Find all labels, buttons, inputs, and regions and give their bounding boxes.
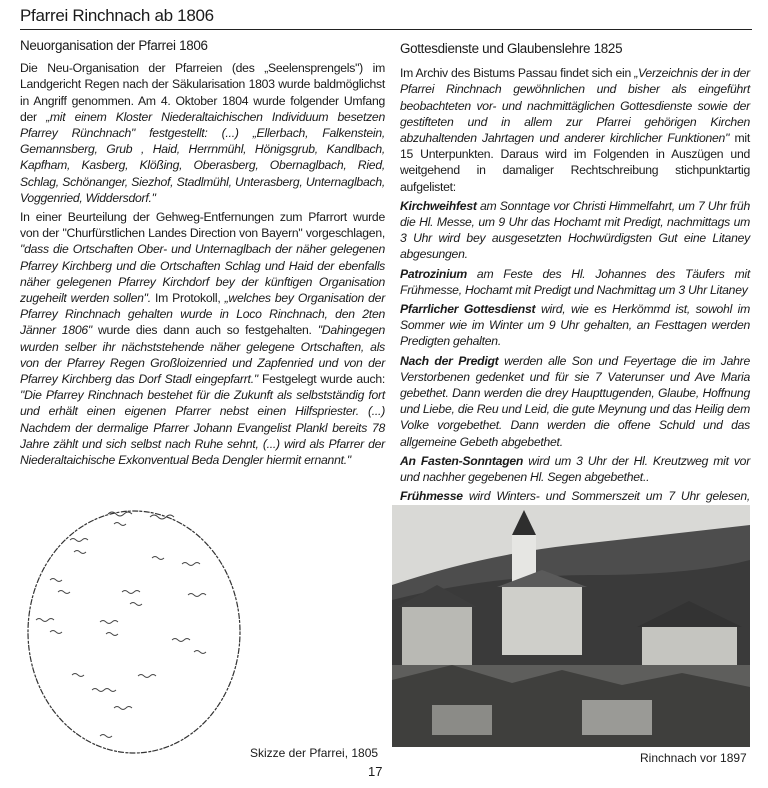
village-photo (392, 505, 750, 747)
left-paragraph-1: Die Neu-Organisation der Pfarreien (des „Seelensprengels") im Landgericht Regen nach der Säkularisation 1803 wurde baldmöglichst in Angriff genommen. Am 4. Oktober 1804 wurde folgender Umfang der „mit einem Kloster Niederaltaichischen Individuum besetzen Pfarrey Rünchnach" festgestellt: (...) „Ellerbach, Falkenstein, Gemannsberg, Grub , Haid, Herrnmühl, Hönigsgrub, Kandlbach, Kapfham, Kasberg, Klößing, Oberasberg, Obernaglbach, Ried, Schlag, Schönanger, Siezhof, Stadlmühl, Unterasberg, Unternaglbach, Voggenried, Widdersdorf." (20, 61, 385, 205)
right-heading: Gottesdienste und Glaubenslehre 1825 (400, 41, 623, 56)
church-nave (502, 585, 582, 655)
service-item: Patrozinium am Feste des Hl. Johannes des Täufers mit Frühmesse, Hochamt mit Predigt und Nachmittag um 3 Uhr Litaney (400, 266, 750, 297)
left-column (20, 38, 385, 471)
service-item: Kirchweihfest am Sonntage vor Christi Himmelfahrt, um 7 Uhr früh die Hl. Messe, um 9 Uhr das Hochamt mit Predigt, nachmittags um 3 Uhr wird bey ausgesetzten Hochwürdigsten Gut eine Litaney abgesungen. (400, 198, 750, 262)
service-item: Pfarrlicher Gottesdienst wird, wie es Herkömmd ist, sowohl im Sommer wie im Winter um 9 Uhr gehalten, an Festtagen werden Predigten gehalten. (400, 302, 750, 349)
sketch-boundary-circle (28, 511, 240, 753)
service-item: Frühmesse wird Winters- und Sommerszeit um 7 Uhr gelesen, (400, 489, 750, 504)
service-item: Nach der Predigt werden alle Son und Feyertage die im Jahre Verstorbenen gedenket und für sie 7 Vaterunser und Ave Maria gebethet. Dann werden die drey Haupttugenden, Glaube, Hoffnung und Liebe, die Reu und Leid, die gute Meynung und das Heilig dem Volke vorgebethet. Dann werden die offene Schuld und das allgemeine Gebeth abgebethet. (400, 353, 750, 449)
left-paragraph-2: In einer Beurteilung der Gehweg-Entfernungen zum Pfarrort wurde von der "Churfürstlichen Landes Direction von Bayern" vorgeschlagen, "dass die Ortschaften Ober- und Unternaglbach der näher gelegenen Pfarrey Kirchberg und die Ortschaften Schlag und Haid der ebenfalls näher gelegenen Pfarrey Kirchdorf bey der künftigen Organisation zugeheilt werden sollen". Im Protokoll, „welches bey Organisation der Pfarrey Rinchnach gehalten wurde in Loco Rinchnach, den 2ten Jänner 1806" wurde dies dann auch so festgehalten. "Dahingegen wurden selber ihr nächststehende näher gelegene Ortschaften, als von der Pfarrey Regen Großloizenried und Zapfenried und von der Pfarrey Kirchberg das Dorf Stadl eingepfarrt." Festgelegt wurde auch: "Die Pfarrey Rinchnach bestehet für die Zukunft als selbstständig fort und erhält einen eigenen Pfarrer nebst einen Hilfspriester. (...) Nachdem der dermalige Pfarrer Johann Evangelist Plankl bereits 78 Jahre zählt und sich selbst nach Ruhe sehnt, (...) wird als Pfarrer der Niederaltaichische Exkonventual Beda Dengler hiermit ernannt." (20, 210, 386, 468)
house-left (402, 605, 472, 665)
right-intro: Im Archiv des Bistums Passau findet sich ein „Verzeichnis der in der Pfarrei Rinchnach gewöhnlichen und bisher als eingeführt beobachteten vor- und nachmittäglichen Gottesdienste sowie der gestifteten und in allem zur Pfarrei gehörigen Kirchen abzuhaltenden Jahrtagen und anderer kirchlicher Funktionen" mit 15 Unterpunkten. Daraus wird im Folgenden in Auszügen und weitgehend in damaliger Rechtschreibung stichpunktartig aufgelistet: (400, 66, 750, 194)
page-number: 17 (368, 764, 383, 779)
title-rule (20, 29, 752, 30)
sketch-scribbles (36, 512, 206, 738)
service-item: An Fasten-Sonntagen wird um 3 Uhr der Hl. Kreutzweg mit vor und nachher gegebenen Hl. Segen abgebethet.. (400, 453, 750, 485)
left-heading: Neuorganisation der Pfarrei 1806 (20, 38, 208, 53)
sketch-caption: Skizze der Pfarrei, 1805 (250, 746, 379, 760)
right-column (400, 38, 750, 524)
parish-sketch (22, 500, 250, 762)
photo-caption: Rinchnach vor 1897 (640, 751, 747, 765)
page-title: Pfarrei Rinchnach ab 1806 (20, 6, 214, 25)
